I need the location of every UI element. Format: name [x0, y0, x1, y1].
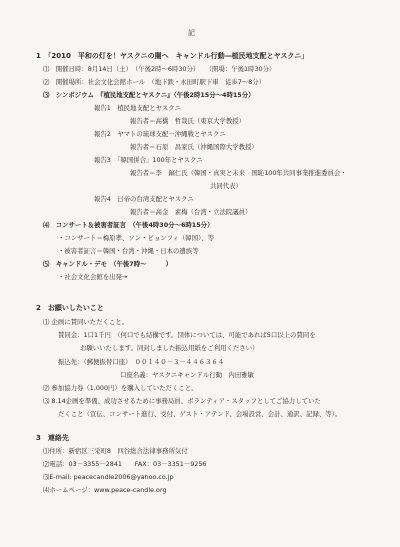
report-2-presenter: 報告者＝石原 昌家氏（沖縄国際大学教授）: [130, 143, 258, 151]
report-1-title: 報告1 植民地支配とヤスクニ: [94, 104, 181, 112]
contact-address: ⑴住所：新宿区三栄町8 四谷総合法律事務所気付: [43, 447, 188, 455]
report-3-presenter-cont: 共同代表）: [210, 182, 242, 190]
support-request: ⑴ 企画に賛同いただくこと。: [43, 318, 129, 326]
concert-performers: ・コンサート＝梅原孝、ソン・ビョンフィ（韓国）、等: [58, 234, 215, 242]
ticket-request: ⑵ 参加協力券（1,000円）を購入していただくこと。: [43, 384, 198, 392]
symposium-heading: ⑶ シンポジウム 『植民地支配とヤスクニ』（午後2時15分～4時15分）: [43, 91, 255, 99]
report-3-presenter: 報告者＝李 鎬仁氏（韓国・真実と未来 国恥100年共同事業推進委員会・: [130, 169, 347, 177]
report-4-presenter: 報告者＝高金 素梅（台湾・立法院議員）: [130, 208, 252, 216]
demo-route: ・社会文化会館を出発→: [58, 273, 128, 281]
event-venue: ⑵ 開催場所：社会文化会館ホール （地下鉄・永田町駅下車 徒歩7～8分）: [43, 78, 266, 86]
section-1-title: 1 「2010 平和の灯を！ヤスクニの闇へ キャンドル行動―植民地支配とヤスクニ」: [36, 52, 309, 60]
contact-phone: ⑵電話：03－3355－2841 FAX：03－3351－9256: [43, 460, 207, 468]
volunteer-tasks: だくこと（宣伝、コンサート進行、受付、ゲスト・アテンド、会場設営、会計、通訳、記録、等）。: [58, 410, 342, 418]
report-3-title: 報告3 「韓国併合」100年とヤスクニ: [94, 156, 203, 164]
volunteer-request: ⑶ 8.14企画を準備、成功させるために事務局員、ボランティア・スタッフとしてご協力していた: [43, 397, 321, 405]
support-fee: 賛同金：1口1千円 （何口でも結構です。団体については、可能であれば5口以上の賛同を: [58, 331, 316, 339]
concert-heading: ⑷ コンサート＆被害者証言 （午後4時30分～6時15分）: [43, 221, 214, 229]
event-date: ⑴ 開催日時：8月14日（土） （午後2時～6時30分） （開場：午後1時30分）: [43, 65, 276, 73]
victim-testimony: ・被害者証言＝韓国・台湾・沖縄・日本の遺族等: [58, 247, 199, 255]
memo-mark: 記: [188, 29, 195, 37]
support-fee-note: お願いいたします。同封しました振込用紙をご利用ください）: [80, 344, 259, 352]
bank-account: 振込先：（郵便振替口座） ００１４０－３－４４６３６４: [58, 358, 225, 366]
report-4-title: 報告4 日帝の台湾支配とヤスクニ: [94, 195, 194, 203]
report-1-presenter: 報告者＝高橋 哲哉氏（東京大学教授）: [130, 117, 246, 125]
candle-demo-heading: ⑸ キャンドル・デモ （午後7時～ ）: [43, 260, 173, 268]
report-2-title: 報告2 ヤマトの琉球支配－沖縄戦とヤスクニ: [94, 130, 226, 138]
account-holder: 口座名義：ヤスクニキャンドル行動 内田雅敏: [120, 371, 254, 379]
section-2-title: 2 お願いしたいこと: [36, 304, 104, 312]
contact-email: ⑶E-mail: peacecandle2006@yahoo.co.jp: [43, 473, 174, 481]
contact-website: ⑷ホームページ：www.peace-candle.org: [43, 486, 167, 494]
section-3-title: 3 連絡先: [36, 434, 69, 442]
